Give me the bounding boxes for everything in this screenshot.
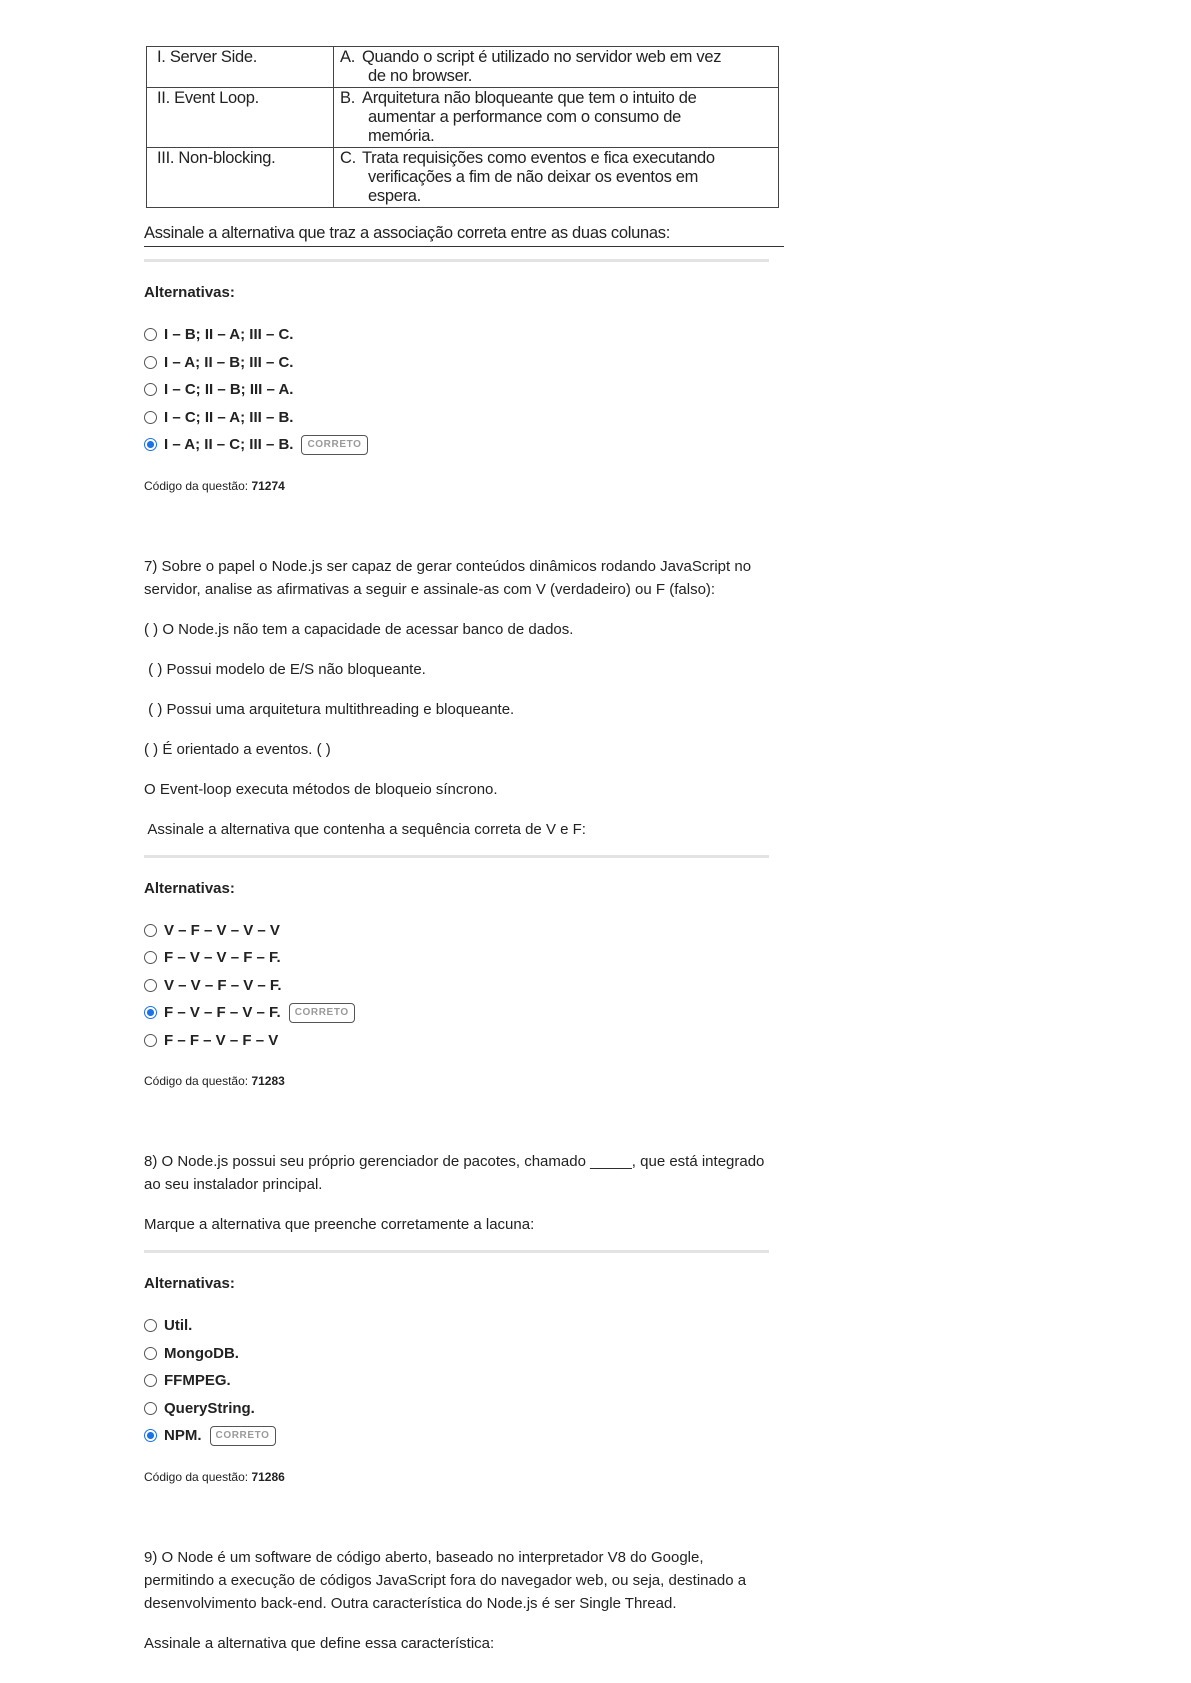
option[interactable] — [144, 349, 784, 377]
cell-text: Quando o script é utilizado no servidor web em vez — [362, 48, 722, 66]
question-code — [144, 1470, 784, 1484]
option[interactable] — [144, 917, 784, 945]
cell-text: Arquitetura não bloqueante que tem o intuito de — [362, 89, 697, 107]
alternatives-heading: Alternativas: — [144, 284, 235, 301]
correct-badge: CORRETO — [210, 1426, 276, 1446]
option[interactable] — [144, 1395, 784, 1423]
correct-badge: CORRETO — [289, 1003, 355, 1023]
table-cell-left: II. Event Loop. — [147, 88, 334, 148]
option[interactable] — [144, 321, 784, 349]
option[interactable] — [144, 404, 784, 432]
radio-button-checked[interactable] — [144, 1429, 157, 1442]
radio-button[interactable] — [144, 1374, 157, 1387]
question-code — [144, 479, 784, 493]
statement: ( ) É orientado a eventos. ( ) — [144, 740, 331, 758]
option-label: QueryString. — [164, 1399, 255, 1417]
option[interactable] — [144, 972, 784, 1000]
option-label: V – F – V – V – V — [164, 921, 280, 939]
question-text: 9) O Node é um software de código aberto, baseado no interpretador V8 do Google, permitindo a execução de códigos JavaScript fora do navegador web, ou seja, destinado a desenvolvimento back-end. Outra característica do Node.js é ser Single Thread. — [144, 1548, 747, 1612]
option-label: I – A; II – C; III – B. — [164, 436, 294, 454]
cell-text: verificações a fim de não deixar os eventos em — [368, 168, 699, 186]
separator — [144, 1250, 769, 1253]
statement: ( ) O Node.js não tem a capacidade de acessar banco de dados. — [144, 620, 574, 638]
question-9 — [144, 1546, 784, 1655]
option-label: FFMPEG. — [164, 1372, 231, 1390]
code-value: 71283 — [251, 1074, 285, 1088]
radio-button[interactable] — [144, 979, 157, 992]
option-label: V – V – F – V – F. — [164, 976, 282, 994]
radio-button[interactable] — [144, 1402, 157, 1415]
table-cell-right — [334, 148, 779, 208]
options-list — [144, 917, 784, 1055]
table-row — [147, 88, 779, 148]
radio-button[interactable] — [144, 328, 157, 341]
radio-button[interactable] — [144, 356, 157, 369]
question-text: 7) Sobre o papel o Node.js ser capaz de gerar conteúdos dinâmicos rodando JavaScript no servidor, analise as afirmativas a seguir e assinale-as com V (verdadeiro) ou F (falso): — [144, 557, 752, 598]
option-label: F – F – V – F – V — [164, 1031, 279, 1049]
option[interactable] — [144, 1340, 784, 1368]
radio-button-checked[interactable] — [144, 1006, 157, 1019]
table-cell-right — [334, 47, 779, 88]
question-instruction: Assinale a alternativa que contenha a sequência correta de V e F: — [144, 820, 586, 838]
option-label: MongoDB. — [164, 1344, 239, 1362]
question-instruction: Assinale a alternativa que traz a associação correta entre as duas colunas: — [144, 224, 784, 247]
radio-button[interactable] — [144, 1319, 157, 1332]
option-label: I – A; II – B; III – C. — [164, 353, 294, 371]
option[interactable] — [144, 1027, 784, 1055]
statement: ( ) Possui modelo de E/S não bloqueante. — [144, 660, 426, 678]
cell-text: de no browser. — [368, 67, 473, 85]
question-code — [144, 1074, 784, 1088]
radio-button[interactable] — [144, 411, 157, 424]
table-row — [147, 148, 779, 208]
radio-button[interactable] — [144, 383, 157, 396]
separator — [144, 855, 769, 858]
option-selected[interactable] — [144, 431, 784, 459]
radio-button[interactable] — [144, 1034, 157, 1047]
matching-table — [146, 46, 779, 208]
radio-button[interactable] — [144, 1347, 157, 1360]
cell-text: Trata requisições como eventos e fica executando — [362, 149, 715, 167]
code-label: Código da questão: — [144, 478, 249, 493]
table-cell-right — [334, 88, 779, 148]
code-label: Código da questão: — [144, 1074, 249, 1088]
alternatives-heading: Alternativas: — [144, 1275, 235, 1292]
statement: ( ) Possui uma arquitetura multithreading e bloqueante. — [144, 700, 515, 718]
option-selected[interactable] — [144, 999, 784, 1027]
separator — [144, 259, 769, 262]
question-instruction: Marque a alternativa que preenche corretamente a lacuna: — [144, 1216, 535, 1233]
cell-text: espera. — [368, 187, 421, 205]
option-label: NPM. — [164, 1427, 202, 1445]
option[interactable] — [144, 944, 784, 972]
option-label: I – C; II – B; III – A. — [164, 381, 294, 399]
code-value: 71274 — [251, 478, 285, 493]
option-letter: C. — [340, 149, 356, 167]
question-6 — [144, 46, 784, 493]
cell-text: aumentar a performance com o consumo de — [368, 108, 681, 126]
option-label: Util. — [164, 1317, 193, 1335]
statement: O Event-loop executa métodos de bloqueio síncrono. — [144, 780, 498, 798]
table-cell-left: I. Server Side. — [147, 47, 334, 88]
option[interactable] — [144, 376, 784, 404]
option-label: F – V – F – V – F. — [164, 1004, 281, 1022]
option-label: I – B; II – A; III – C. — [164, 326, 294, 344]
table-cell-left: III. Non-blocking. — [147, 148, 334, 208]
alternatives-heading: Alternativas: — [144, 879, 235, 897]
option[interactable] — [144, 1312, 784, 1340]
question-8 — [144, 1150, 784, 1484]
options-list — [144, 1312, 784, 1450]
table-row — [147, 47, 779, 88]
code-value: 71286 — [251, 1469, 285, 1484]
quiz-review-page — [144, 46, 784, 1655]
radio-button-checked[interactable] — [144, 438, 157, 451]
options-list — [144, 321, 784, 459]
option-selected[interactable] — [144, 1422, 784, 1450]
radio-button[interactable] — [144, 951, 157, 964]
option[interactable] — [144, 1367, 784, 1395]
correct-badge: CORRETO — [301, 435, 367, 455]
question-text: 8) O Node.js possui seu próprio gerenciador de pacotes, chamado _____, que está integrado ao seu instalador principal. — [144, 1153, 765, 1193]
option-letter: B. — [340, 89, 355, 107]
option-label: I – C; II – A; III – B. — [164, 408, 294, 426]
option-label: F – V – V – F – F. — [164, 949, 281, 967]
question-7 — [144, 555, 784, 1089]
cell-text: memória. — [368, 127, 435, 145]
option-letter: A. — [340, 48, 355, 66]
radio-button[interactable] — [144, 924, 157, 937]
code-label: Código da questão: — [144, 1469, 249, 1484]
question-instruction: Assinale a alternativa que define essa característica: — [144, 1634, 495, 1652]
